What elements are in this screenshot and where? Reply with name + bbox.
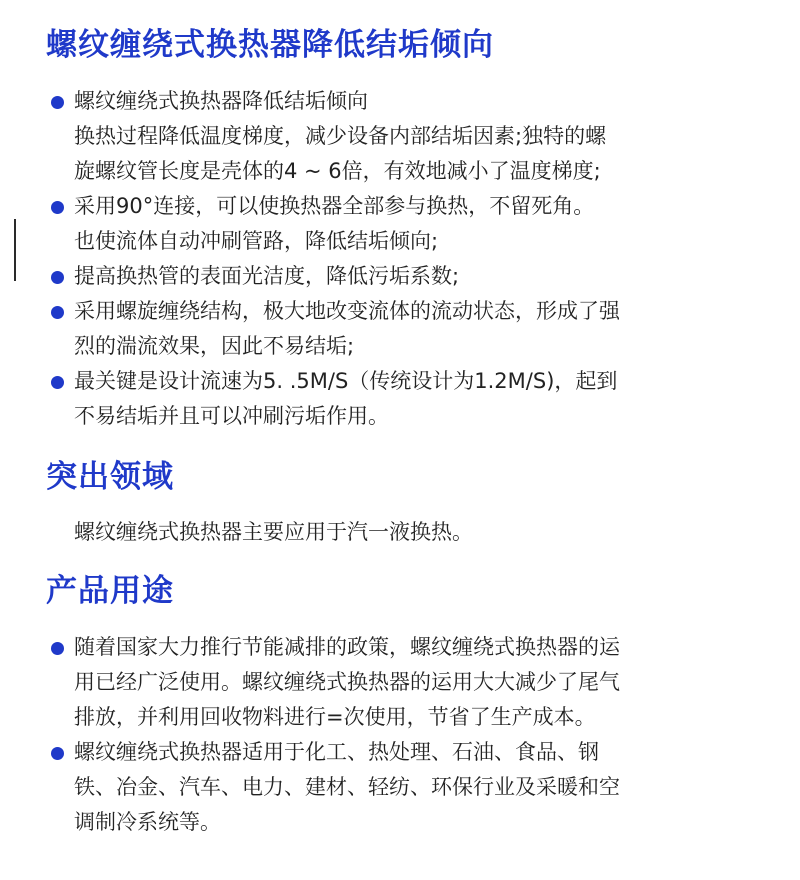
list-item <box>48 735 778 840</box>
list-item-line: 不易结垢并且可以冲刷污垢作用。 <box>74 404 389 428</box>
bullet-dot-icon <box>51 96 64 109</box>
list-item-line: 铁、冶金、汽车、电力、建材、轻纺、环保行业及采暖和空 <box>74 775 620 799</box>
section-title-product-use: 产品用途 <box>46 573 174 609</box>
bullet-list-scaling <box>48 84 778 434</box>
section-title-scaling: 螺纹缠绕式换热器降低结垢倾向 <box>46 27 494 63</box>
bullet-dot-icon <box>51 747 64 760</box>
list-item-line: 采用90°连接，可以使换热器全部参与换热，不留死角。 <box>74 194 595 218</box>
list-item-line: 螺纹缠绕式换热器降低结垢倾向 <box>74 89 368 113</box>
list-item <box>48 84 778 189</box>
highlight-field-text: 螺纹缠绕式换热器主要应用于汽一液换热。 <box>74 520 473 544</box>
bullet-list-product-use <box>48 630 778 840</box>
section-title-highlight-field: 突出领域 <box>46 459 174 495</box>
list-item <box>48 189 778 259</box>
list-item-line: 烈的湍流效果，因此不易结垢; <box>74 334 355 358</box>
bullet-dot-icon <box>51 271 64 284</box>
list-item-line: 旋螺纹管长度是壳体的4 ~ 6倍，有效地减小了温度梯度; <box>74 159 601 183</box>
list-item-line: 也使流体自动冲刷管路，降低结垢倾向; <box>74 229 439 253</box>
list-item-line: 调制冷系统等。 <box>74 810 221 834</box>
list-item <box>48 630 778 735</box>
list-item-line: 提高换热管的表面光洁度，降低污垢系数; <box>74 264 460 288</box>
list-item <box>48 259 778 294</box>
bullet-dot-icon <box>51 376 64 389</box>
list-item-line: 用已经广泛使用。螺纹缠绕式换热器的运用大大减少了尾气 <box>74 670 620 694</box>
list-item-line: 采用螺旋缠绕结构，极大地改变流体的流动状态，形成了强 <box>74 299 620 323</box>
bullet-dot-icon <box>51 201 64 214</box>
list-item-line: 螺纹缠绕式换热器适用于化工、热处理、石油、食品、钢 <box>74 740 599 764</box>
list-item-line: 排放，并利用回收物料进行=次使用，节省了生产成本。 <box>74 705 596 729</box>
side-divider <box>14 219 16 281</box>
list-item-line: 换热过程降低温度梯度，减少设备内部结垢因素;独特的螺 <box>74 124 607 148</box>
bullet-dot-icon <box>51 306 64 319</box>
list-item-line: 最关键是设计流速为5. .5M/S（传统设计为1.2M/S)，起到 <box>74 369 618 393</box>
list-item <box>48 294 778 364</box>
list-item-line: 随着国家大力推行节能减排的政策，螺纹缠绕式换热器的运 <box>74 635 620 659</box>
bullet-dot-icon <box>51 642 64 655</box>
list-item <box>48 364 778 434</box>
